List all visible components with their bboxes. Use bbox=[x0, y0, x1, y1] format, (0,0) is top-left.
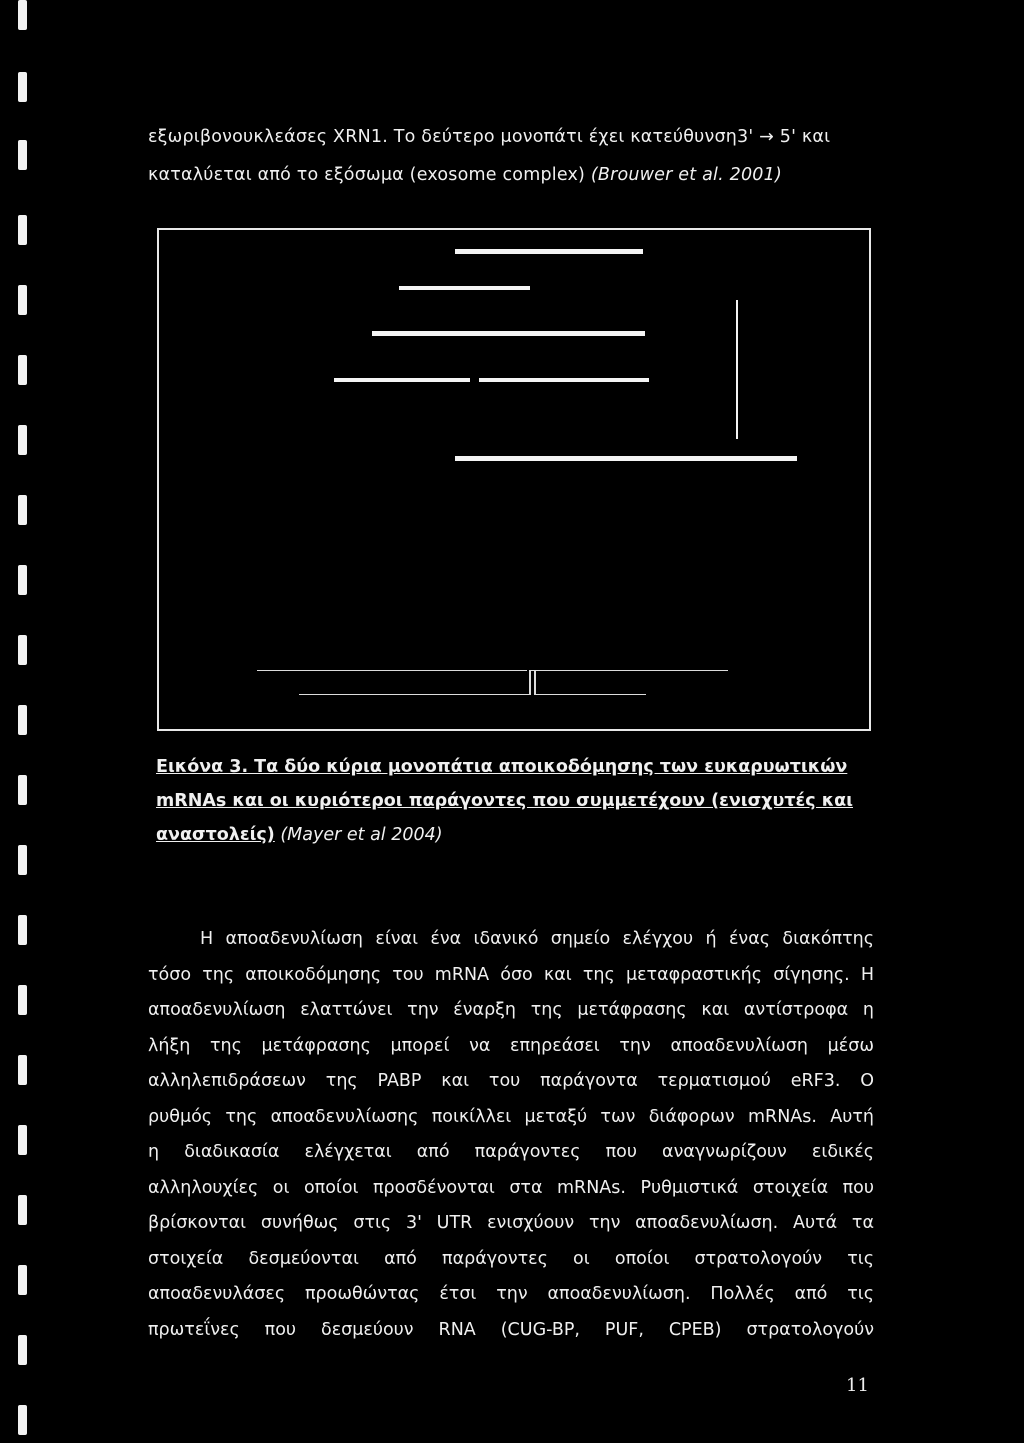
body-line: αποαδενυλίωση ελαττώνει την έναρξη της μετάφρασης και αντίστροφα η bbox=[148, 1000, 874, 1020]
figure-line bbox=[529, 670, 531, 695]
binder-hole bbox=[18, 985, 27, 1015]
binder-hole bbox=[18, 495, 27, 525]
binder-hole bbox=[18, 140, 27, 170]
body-line: αλληλουχίες οι οποίοι προσδένονται στα mRNAs. Ρυθμιστικά στοιχεία που bbox=[148, 1177, 874, 1198]
citation: (Brouwer et al. 2001) bbox=[590, 165, 782, 185]
figure-line bbox=[536, 694, 646, 695]
binder-hole bbox=[18, 565, 27, 595]
figure-bar bbox=[479, 378, 649, 382]
figure-bar bbox=[334, 378, 470, 382]
top-paragraph-line-2 bbox=[148, 156, 873, 194]
body-line: λήξη της μετάφρασης μπορεί να επηρεάσει την αποαδενυλίωση μέσω bbox=[148, 1035, 874, 1056]
figure-bar bbox=[455, 456, 797, 461]
caption-underlined: αναστολείς) bbox=[156, 825, 275, 845]
binder-hole bbox=[18, 355, 27, 385]
body-line: αλληλεπιδράσεων της PABP και του παράγοντα τερματισμού eRF3. Ο bbox=[148, 1071, 874, 1091]
body-line: αποαδενυλάσες προωθώντας έτσι την αποαδενυλίωση. Πολλές από τις bbox=[148, 1284, 874, 1304]
body-line: στοιχεία δεσμεύονται από παράγοντες οι οποίοι στρατολογούν τις bbox=[148, 1248, 874, 1269]
top-paragraph-text: καταλύεται από το εξόσωμα (exosome complex) bbox=[148, 165, 591, 185]
caption-line-2: mRNAs και οι κυριότεροι παράγοντες που συμμετέχουν (ενισχυτές και bbox=[156, 791, 853, 811]
figure-bar bbox=[455, 249, 643, 254]
binder-hole bbox=[18, 1405, 27, 1435]
body-line: πρωτεΐνες που δεσμεύουν RNA (CUG-BP, PUF, CPEB) στρατολογούν bbox=[148, 1319, 874, 1340]
binder-hole bbox=[18, 775, 27, 805]
binder-hole bbox=[18, 0, 27, 30]
binder-hole bbox=[18, 705, 27, 735]
binder-hole bbox=[18, 915, 27, 945]
top-paragraph-line-1: εξωριβονουκλεάσες XRN1. Το δεύτερο μονοπάτι έχει κατεύθυνση3' → 5' και bbox=[148, 127, 831, 147]
figure-frame bbox=[157, 228, 871, 731]
binder-hole bbox=[18, 1335, 27, 1365]
binder-hole bbox=[18, 1195, 27, 1225]
figure-line bbox=[257, 670, 527, 671]
body-line: τόσο της αποικοδόμησης του mRNA όσο και της μεταφραστικής σίγησης. Η bbox=[148, 964, 874, 985]
figure-line bbox=[536, 670, 728, 671]
caption-citation: (Mayer et al 2004) bbox=[274, 825, 443, 845]
figure-bar bbox=[372, 331, 645, 336]
figure-line bbox=[534, 670, 536, 695]
binder-hole bbox=[18, 425, 27, 455]
binder-hole bbox=[18, 845, 27, 875]
body-line: βρίσκονται συνήθως στις 3' UTR ενισχύουν την αποαδενυλίωση. Αυτά τα bbox=[148, 1213, 874, 1233]
body-line: ρυθμός της αποαδενυλίωσης ποικίλλει μεταξύ των διάφορων mRNAs. Αυτή bbox=[148, 1106, 874, 1127]
figure-divider bbox=[736, 300, 738, 439]
binder-hole bbox=[18, 215, 27, 245]
binder-hole bbox=[18, 1265, 27, 1295]
binder-hole bbox=[18, 1125, 27, 1155]
body-paragraph bbox=[148, 922, 874, 1348]
binder-hole bbox=[18, 72, 27, 102]
page-number: 11 bbox=[846, 1375, 869, 1396]
figure-caption bbox=[156, 750, 896, 852]
binder-hole bbox=[18, 285, 27, 315]
binder-hole bbox=[18, 635, 27, 665]
binder-margin bbox=[0, 0, 60, 1443]
body-line: Η αποαδενυλίωση είναι ένα ιδανικό σημείο ελέγχου ή ένας διακόπτης bbox=[200, 929, 874, 949]
figure-line bbox=[299, 694, 529, 695]
caption-line-1: Εικόνα 3. Τα δύο κύρια μονοπάτια αποικοδόμησης των ευκαρυωτικών bbox=[156, 757, 848, 777]
binder-hole bbox=[18, 1055, 27, 1085]
top-paragraph bbox=[148, 118, 873, 194]
caption-line-3 bbox=[156, 818, 896, 852]
figure-bar bbox=[399, 286, 530, 290]
body-line: η διαδικασία ελέγχεται από παράγοντες που αναγνωρίζουν ειδικές bbox=[148, 1142, 874, 1162]
